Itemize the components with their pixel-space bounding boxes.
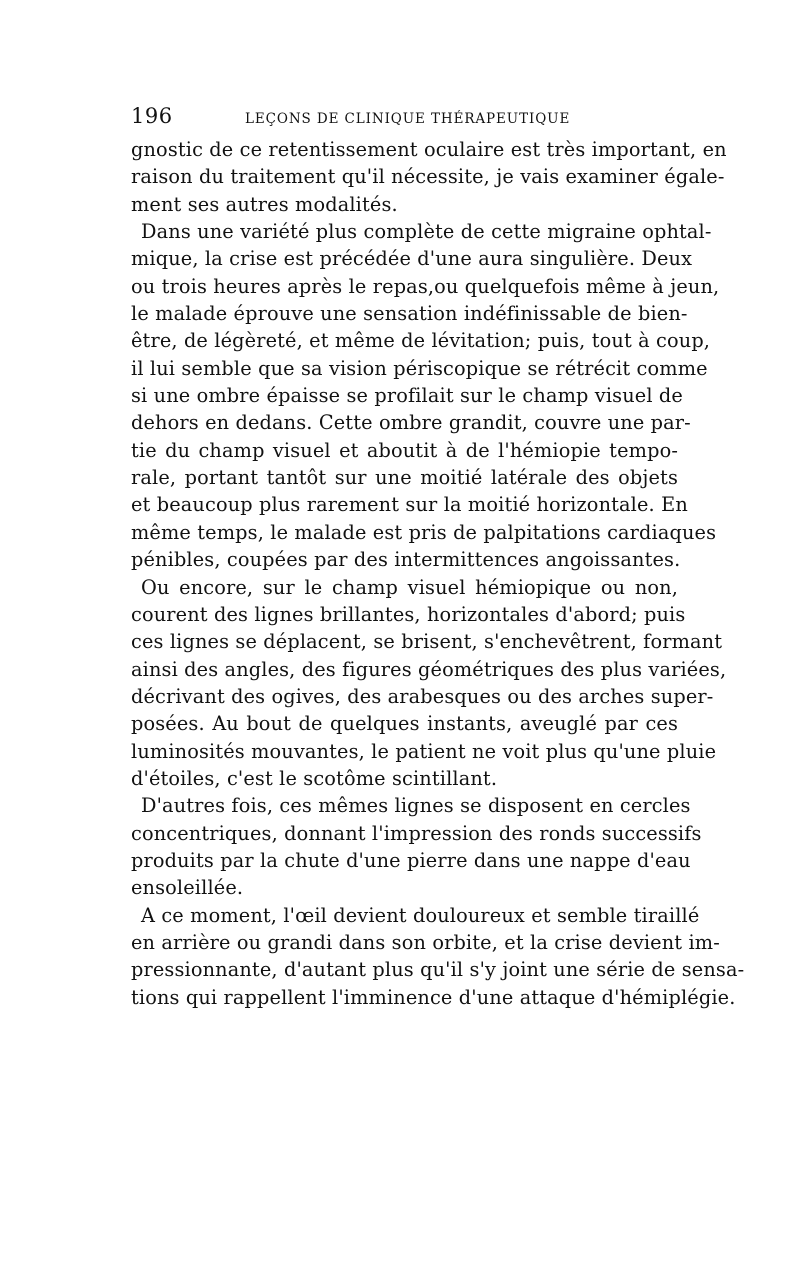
- text-line: produits par la chute d'une pierre dans une nappe d'eau: [131, 848, 691, 872]
- book-page: [131, 102, 745, 1011]
- page-number: 196: [131, 104, 173, 128]
- text-line: il lui semble que sa vision périscopique se rétrécit comme: [131, 356, 708, 380]
- text-line: et beaucoup plus rarement sur la moitié horizontale. En: [131, 493, 688, 517]
- text-line: même temps, le malade est pris de palpitations cardiaques: [131, 520, 717, 544]
- text-line: posées. Au bout de quelques instants, aveuglé par ces: [131, 712, 678, 736]
- text-line: pénibles, coupées par des intermittences angoissantes.: [131, 548, 681, 572]
- running-title: LEÇONS DE CLINIQUE THÉRAPEUTIQUE: [245, 111, 571, 127]
- text-line: Dans une variété plus complète de cette migraine ophtal-: [141, 220, 712, 244]
- text-line: ainsi des angles, des figures géométriques des plus variées,: [131, 657, 727, 681]
- running-header: [131, 102, 678, 136]
- text-line: mique, la crise est précédée d'une aura singulière. Deux: [131, 247, 693, 271]
- text-line: rale, portant tantôt sur une moitié latérale des objets: [131, 466, 678, 490]
- text-line: ment ses autres modalités.: [131, 192, 398, 216]
- text-line: si une ombre épaisse se profilait sur le champ visuel de: [131, 384, 683, 408]
- body-text: [131, 136, 745, 1011]
- text-line: courent des lignes brillantes, horizontales d'abord; puis: [131, 602, 686, 626]
- text-line: Ou encore, sur le champ visuel hémiopique ou non,: [141, 575, 678, 599]
- text-line: d'étoiles, c'est le scotôme scintillant.: [131, 766, 498, 790]
- text-line: luminosités mouvantes, le patient ne voit plus qu'une pluie: [131, 739, 717, 763]
- text-line: le malade éprouve une sensation indéfinissable de bien-: [131, 302, 688, 326]
- text-line: en arrière ou grandi dans son orbite, et la crise devient im-: [131, 930, 720, 954]
- text-line: ces lignes se déplacent, se brisent, s'enchevêtrent, formant: [131, 630, 723, 654]
- text-line: être, de légèreté, et même de lévitation; puis, tout à coup,: [131, 329, 711, 353]
- text-line: tions qui rappellent l'imminence d'une attaque d'hémiplégie.: [131, 985, 736, 1009]
- text-line: ensoleillée.: [131, 876, 244, 900]
- text-line: gnostic de ce retentissement oculaire est très important, en: [131, 138, 727, 161]
- text-line: ou trois heures après le repas,ou quelquefois même à jeun,: [131, 274, 720, 298]
- text-line: décrivant des ogives, des arabesques ou des arches super-: [131, 684, 714, 708]
- text-line: concentriques, donnant l'impression des ronds successifs: [131, 821, 702, 845]
- text-line: dehors en dedans. Cette ombre grandit, couvre une par-: [131, 411, 691, 435]
- text-line: D'autres fois, ces mêmes lignes se disposent en cercles: [141, 794, 691, 818]
- text-line: A ce moment, l'œil devient douloureux et semble tiraillé: [141, 903, 700, 927]
- text-line: raison du traitement qu'il nécessite, je vais examiner égale-: [131, 165, 725, 189]
- text-line: pressionnante, d'autant plus qu'il s'y joint une série de sensa-: [131, 958, 745, 982]
- text-line: tie du champ visuel et aboutit à de l'hémiopie tempo-: [131, 438, 678, 462]
